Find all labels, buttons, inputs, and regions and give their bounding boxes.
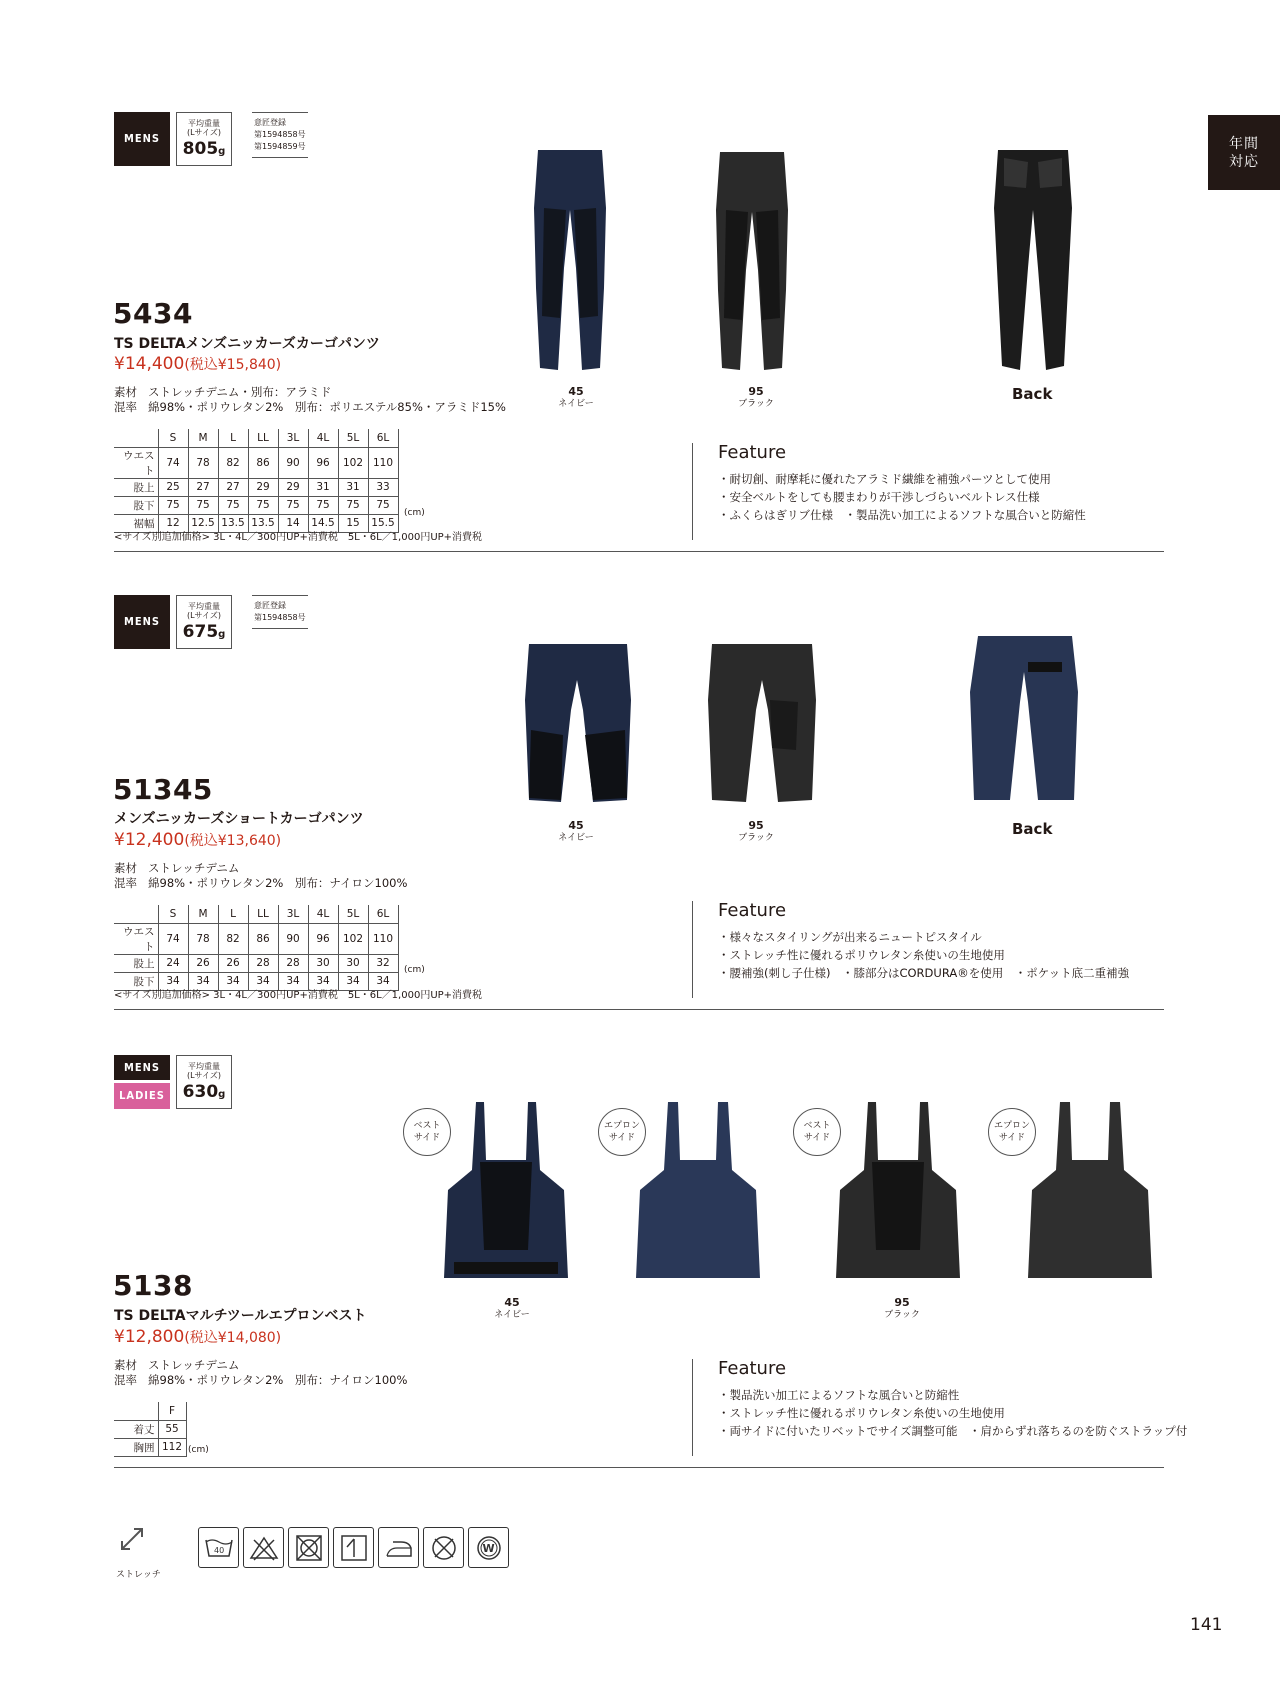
weight-size-label: (Lサイズ)	[186, 611, 222, 620]
product-image-black-pants	[712, 150, 792, 372]
iron-low-icon	[378, 1527, 419, 1568]
no-tumble-dry-icon	[288, 1527, 329, 1568]
wet-clean-icon	[468, 1527, 509, 1568]
product-image-pants-back	[990, 148, 1076, 373]
color-label-95: 95 ブラック	[738, 385, 774, 409]
product-name: TS DELTAメンズニッカーズカーゴパンツ	[114, 336, 380, 352]
material-info: 素材 ストレッチデニム 混率 綿98%・ポリウレタン2% 別布：ナイロン100%	[114, 861, 408, 890]
feature-list	[718, 1386, 1187, 1440]
product-price: ¥14,400(税込¥15,840)	[114, 354, 282, 374]
section-divider	[114, 1009, 1164, 1010]
registration-label: 意匠登録	[254, 118, 286, 127]
list-item: ・ストレッチ性に優れるポリウレタン糸使いの生地使用	[718, 1406, 1005, 1420]
list-item: ・ふくらはぎリブ仕様 ・製品洗い加工によるソフトな風合いと防縮性	[718, 508, 1086, 522]
mens-badge: MENS	[114, 112, 170, 166]
wash-40-icon	[198, 1527, 239, 1568]
material-info: 素材 ストレッチデニム 混率 綿98%・ポリウレタン2% 別布：ナイロン100%	[114, 1358, 408, 1387]
size-table: F 着丈 55 胸囲 112	[114, 1402, 187, 1457]
unit-cm: (cm)	[188, 1445, 209, 1455]
season-tab-line2: 対応	[1229, 154, 1259, 170]
divider	[692, 443, 693, 540]
apron-side-label: エプロン サイド	[598, 1108, 646, 1156]
product-image-navy-vest-apron	[632, 1100, 764, 1282]
stretch-label: ストレッチ	[116, 1570, 161, 1580]
table-row: 股下 34 34 34 34 34 34 34 34	[114, 972, 398, 990]
size-table: S M L LL 3L 4L 5L 6L ウエスト 74 78 82 86 90 96 102 110 股上 24 26 26 28 28 30 30 32 股下 34 34 34 34 34 34 34 34	[114, 905, 399, 991]
registration-box	[252, 595, 308, 629]
registration-box	[252, 112, 308, 158]
feature-list	[718, 470, 1086, 524]
weight-label: 平均重量	[188, 602, 220, 611]
weight-size-label: (Lサイズ)	[186, 1071, 222, 1080]
table-row: 着丈 55	[114, 1420, 186, 1438]
divider	[692, 901, 693, 998]
unit-cm: (cm)	[404, 965, 425, 975]
section-divider	[114, 551, 1164, 552]
product-code: 5138	[113, 1269, 193, 1302]
back-label: Back	[1012, 385, 1053, 403]
mens-badge: MENS	[114, 1055, 170, 1080]
svg-text:W: W	[482, 1541, 495, 1555]
svg-text:40: 40	[213, 1545, 224, 1555]
table-row: ウエスト 74 78 82 86 90 96 102 110	[114, 447, 398, 478]
feature-list	[718, 928, 1129, 982]
product-code: 51345	[113, 773, 213, 806]
list-item: ・様々なスタイリングが出来るニュートピスタイル	[718, 930, 982, 944]
product-image-navy-vest-front	[440, 1100, 572, 1282]
table-row: 股上 24 26 26 28 28 30 30 32	[114, 954, 398, 972]
product-image-shorts-back	[968, 632, 1082, 802]
size-surcharge-note: <サイズ別追加価格> 3L・4L／300円UP+消費税 5L・6L／1,000円UP+消費税	[114, 990, 483, 1001]
list-item: ・ストレッチ性に優れるポリウレタン糸使いの生地使用	[718, 948, 1005, 962]
registration-number: 第1594859号	[254, 142, 306, 151]
weight-value: 805g	[182, 139, 226, 159]
product-price: ¥12,800(税込¥14,080)	[114, 1327, 282, 1347]
product-price: ¥12,400(税込¥13,640)	[114, 830, 282, 850]
vest-side-label: ベスト サイド	[793, 1108, 841, 1156]
feature-title: Feature	[718, 442, 787, 463]
stretch-icon	[116, 1523, 148, 1555]
product-image-black-vest-apron	[1024, 1100, 1156, 1282]
list-item: ・製品洗い加工によるソフトな風合いと防縮性	[718, 1388, 960, 1402]
feature-title: Feature	[718, 900, 787, 921]
list-item: ・両サイドに付いたリベットでサイズ調整可能 ・肩からずれ落ちるのを防ぐストラップ付	[718, 1424, 1188, 1438]
table-row: ウエスト 74 78 82 86 90 96 102 110	[114, 923, 398, 954]
weight-box	[176, 112, 232, 166]
weight-value: 630g	[182, 1082, 226, 1102]
registration-number: 第1594858号	[254, 613, 306, 622]
weight-size-label: (Lサイズ)	[186, 128, 222, 137]
registration-number: 第1594858号	[254, 130, 306, 139]
feature-title: Feature	[718, 1358, 787, 1379]
season-tab	[1208, 115, 1280, 190]
product-name: TS DELTAマルチツールエプロンベスト	[114, 1308, 367, 1324]
care-icons	[198, 1527, 509, 1568]
product-name: メンズニッカーズショートカーゴパンツ	[114, 811, 364, 827]
table-row: 股下 75 75 75 75 75 75 75 75	[114, 496, 398, 514]
line-dry-icon	[333, 1527, 374, 1568]
weight-box	[176, 1055, 232, 1109]
mens-badge: MENS	[114, 595, 170, 649]
back-label: Back	[1012, 820, 1053, 838]
weight-value: 675g	[182, 622, 226, 642]
page-number: 141	[1190, 1615, 1223, 1635]
list-item: ・腰補強(刺し子仕様) ・膝部分はCORDURA®を使用 ・ポケット底二重補強	[718, 966, 1130, 980]
material-info: 素材 ストレッチデニム・別布：アラミド 混率 綿98%・ポリウレタン2% 別布：ポリエステル85%・アラミド15%	[114, 385, 506, 414]
product-code: 5434	[113, 297, 193, 330]
divider	[692, 1359, 693, 1456]
product-image-black-shorts	[706, 640, 818, 805]
registration-label: 意匠登録	[254, 601, 286, 610]
color-label-95: 95 ブラック	[884, 1296, 920, 1320]
season-tab-line1: 年間	[1229, 136, 1259, 152]
weight-label: 平均重量	[188, 119, 220, 128]
table-row: 胸囲 112	[114, 1438, 186, 1456]
table-row: 股上 25 27 27 29 29 31 31 33	[114, 478, 398, 496]
color-label-45: 45 ネイビー	[558, 385, 594, 409]
ladies-badge: LADIES	[114, 1083, 170, 1109]
list-item: ・安全ベルトをしても腰まわりが干渉しづらいベルトレス仕様	[718, 490, 1040, 504]
weight-label: 平均重量	[188, 1062, 220, 1071]
weight-box	[176, 595, 232, 649]
section-divider	[114, 1467, 1164, 1468]
color-label-45: 45 ネイビー	[558, 819, 594, 843]
size-table: S M L LL 3L 4L 5L 6L ウエスト 74 78 82 86 90 96 102 110 股上 25 27 27 29 29 31 31 33 股下 75 75 75 75 75 75 75 75 裾幅 12 12.5 13.5 13.5 14 14.5 15 15.5	[114, 429, 399, 533]
vest-side-label: ベスト サイド	[403, 1108, 451, 1156]
no-dry-clean-icon	[423, 1527, 464, 1568]
color-label-95: 95 ブラック	[738, 819, 774, 843]
product-image-navy-pants	[530, 148, 610, 373]
table-row: 裾幅 12 12.5 13.5 13.5 14 14.5 15 15.5	[114, 514, 398, 532]
list-item: ・耐切創、耐摩耗に優れたアラミド繊維を補強パーツとして使用	[718, 472, 1052, 486]
size-surcharge-note: <サイズ別追加価格> 3L・4L／300円UP+消費税 5L・6L／1,000円UP+消費税	[114, 532, 483, 543]
color-label-45: 45 ネイビー	[494, 1296, 530, 1320]
apron-side-label: エプロン サイド	[988, 1108, 1036, 1156]
unit-cm: (cm)	[404, 508, 425, 518]
product-image-navy-shorts	[523, 640, 633, 805]
product-image-black-vest-front	[832, 1100, 964, 1282]
no-bleach-icon	[243, 1527, 284, 1568]
